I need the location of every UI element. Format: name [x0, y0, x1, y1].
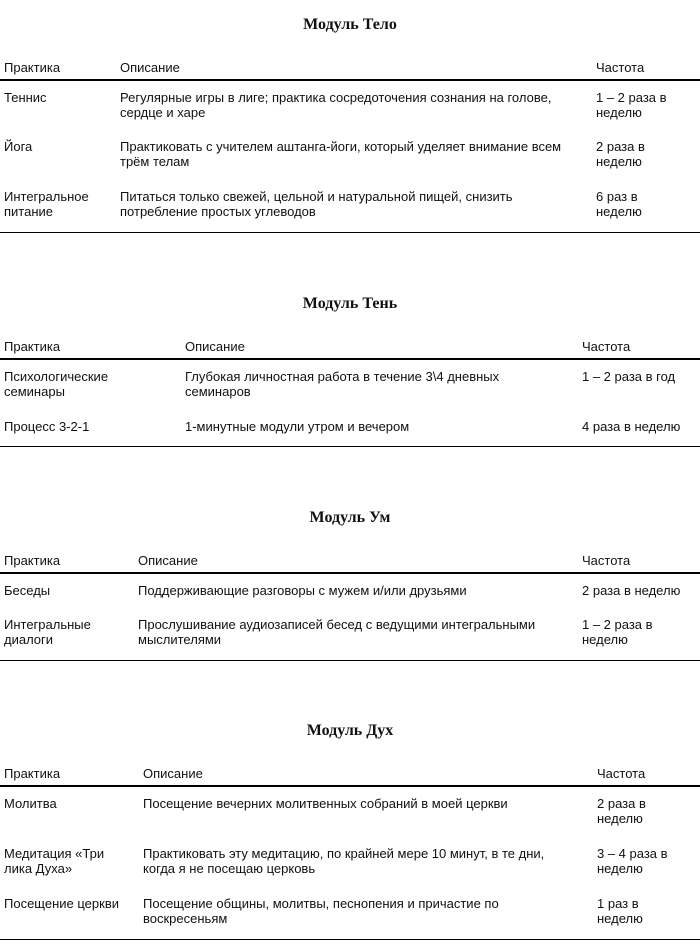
module-title: Модуль Тело [303, 16, 397, 33]
header-rule [0, 785, 700, 787]
practice-cell: Посещение церкви [4, 896, 119, 911]
header-practice: Практика [4, 60, 61, 75]
header-frequency: Частота [597, 766, 646, 781]
practice-cell: Интегральное питание [4, 189, 89, 219]
description-cell: Посещение вечерних молитвенных собраний в моей церкви [143, 796, 508, 811]
table-bottom-rule [0, 446, 700, 447]
header-description: Описание [185, 339, 245, 354]
description-cell: Посещение общины, молитвы, песнопения и причастие по воскресеньям [143, 896, 499, 926]
module-title: Модуль Дух [306, 722, 394, 739]
frequency-cell: 1 – 2 раза в неделю [582, 617, 653, 647]
practice-cell: Психологические семинары [4, 369, 109, 399]
practice-cell: Медитация «Три лика Духа» [4, 846, 105, 876]
description-cell: Поддерживающие разговоры с мужем и/или друзьями [138, 583, 467, 598]
description-cell: Практиковать эту медитацию, по крайней мере 10 минут, в те дни, когда я не посещаю церковь [143, 846, 545, 876]
table-header [0, 340, 700, 360]
frequency-cell: 2 раза в неделю [597, 796, 646, 826]
description-cell: 1-минутные модули утром и вечером [185, 419, 410, 434]
practice-cell: Интегральные диалоги [4, 617, 91, 647]
header-practice: Практика [4, 339, 61, 354]
header-description: Описание [120, 60, 180, 75]
header-frequency: Частота [582, 339, 631, 354]
table-header [0, 554, 700, 574]
description-cell: Глубокая личностная работа в течение 3\4 дневных семинаров [185, 369, 500, 399]
description-cell: Регулярные игры в лиге; практика сосредоточения сознания на голове, сердце и харе [120, 90, 552, 120]
frequency-cell: 2 раза в неделю [582, 583, 681, 598]
frequency-cell: 6 раз в неделю [596, 189, 642, 219]
header-description: Описание [138, 553, 198, 568]
header-frequency: Частота [596, 60, 645, 75]
header-rule [0, 572, 700, 574]
table-header [0, 61, 700, 81]
description-cell: Питаться только свежей, цельной и натуральной пищей, снизить потребление простых углеводов [120, 189, 513, 219]
description-cell: Прослушивание аудиозаписей бесед с ведущими интегральными мыслителями [138, 617, 536, 647]
frequency-cell: 1 – 2 раза в год [582, 369, 676, 384]
table-bottom-rule [0, 232, 700, 233]
frequency-cell: 4 раза в неделю [582, 419, 681, 434]
header-practice: Практика [4, 766, 61, 781]
module-title: Модуль Тень [302, 295, 398, 312]
header-description: Описание [143, 766, 203, 781]
header-practice: Практика [4, 553, 61, 568]
practice-cell: Теннис [4, 90, 47, 105]
header-frequency: Частота [582, 553, 631, 568]
frequency-cell: 1 раз в неделю [597, 896, 643, 926]
frequency-cell: 3 – 4 раза в неделю [597, 846, 668, 876]
header-rule [0, 358, 700, 360]
practice-cell: Молитва [4, 796, 57, 811]
frequency-cell: 2 раза в неделю [596, 139, 645, 169]
module-title: Модуль Ум [309, 509, 391, 526]
practice-cell: Процесс 3-2-1 [4, 419, 90, 434]
table-header [0, 767, 700, 787]
practice-cell: Йога [4, 139, 33, 154]
table-bottom-rule [0, 939, 700, 940]
description-cell: Практиковать с учителем аштанга-йоги, который уделяет внимание всем трём телам [120, 139, 562, 169]
header-rule [0, 79, 700, 81]
practice-cell: Беседы [4, 583, 51, 598]
table-bottom-rule [0, 660, 700, 661]
frequency-cell: 1 – 2 раза в неделю [596, 90, 667, 120]
